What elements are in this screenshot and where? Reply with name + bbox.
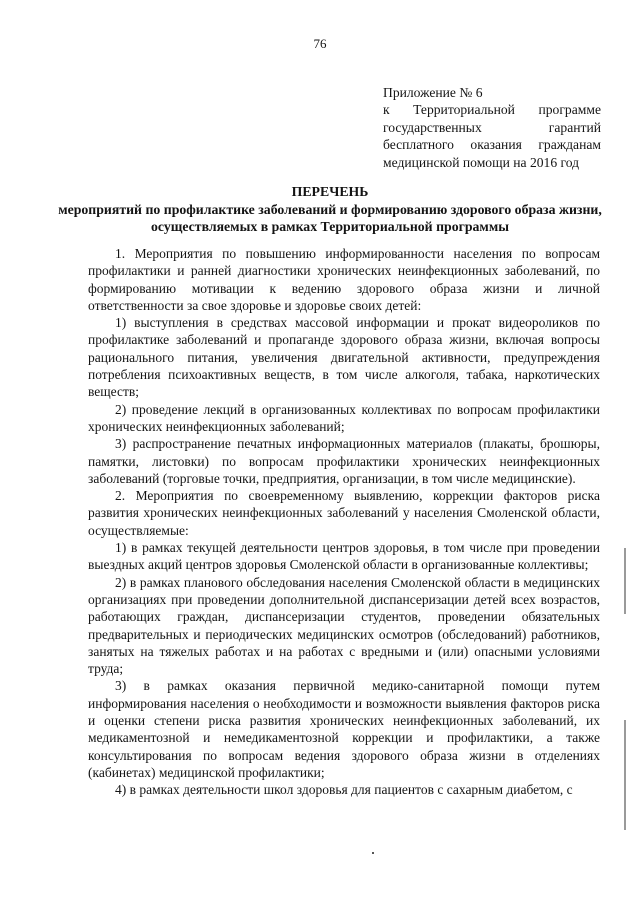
appendix-line: государственных гарантий <box>383 119 601 135</box>
appendix-line: медицинской помощи на 2016 год <box>383 154 580 170</box>
paragraph: 3) распространение печатных информационных материалов (плакаты, брошюры, памятки, листовки) по вопросам профилактики хронических неинфекционных заболеваний (торговые точки, предприятия, организации, в том числе медицинские). <box>88 436 600 486</box>
appendix-line: к Территориальной программе <box>383 102 601 118</box>
paragraph: 1) выступления в средствах массовой информации и прокат видеороликов по профилактике заболеваний и пропаганде здорового образа жизни, включая вопросы рационального питания, увеличения двигательной активности, предупреждения потребления психоактивных веществ, в том числе алкоголя, табака, наркотических веществ; <box>88 315 600 400</box>
document-body <box>88 245 600 799</box>
document-title <box>45 183 615 236</box>
appendix-line: Приложение № 6 <box>383 85 483 100</box>
scan-artifact <box>624 548 626 614</box>
paragraph: 3) в рамках оказания первичной медико-санитарной помощи путем информирования населения о необходимости и возможности выявления факторов риска и оценки степени риска развития хронических неинфекционных заболеваний, их медикаментозной и немедикаментозной коррекции и профилактики, а также консультирования по вопросам ведения здорового образа жизни в отделениях (кабинетах) медицинской профилактики; <box>88 678 600 780</box>
page-number: 76 <box>313 36 327 51</box>
paragraph: 2) в рамках планового обследования населения Смоленской области в медицинских организациях при проведении дополнительной диспансеризации детей всех возрастов, работающих граждан, диспансеризации студентов, проведении обязательных предварительных и периодических медицинских осмотров (обследований) работников, занятых на тяжелых работах и на работах с вредными и (или) опасными условиями труда; <box>88 574 600 677</box>
scan-artifact <box>624 720 626 830</box>
paragraph: 1) в рамках текущей деятельности центров здоровья, в том числе при проведении выездных акций центров здоровья Смоленской области в организованные коллективы; <box>88 540 600 573</box>
paragraph: 2) проведение лекций в организованных коллективах по вопросам профилактики хронических неинфекционных заболеваний; <box>88 401 600 434</box>
paragraph: 1. Мероприятия по повышению информированности населения по вопросам профилактики и ранней диагностики хронических неинфекционных заболеваний, по формированию мотивации к ведению здорового образа жизни и личной ответственности за свое здоровье и здоровье своих детей: <box>88 246 600 313</box>
scan-artifact <box>372 852 374 854</box>
paragraph: 2. Мероприятия по своевременному выявлению, коррекции факторов риска развития хронических неинфекционных заболеваний у населения Смоленской области, осуществляемые: <box>88 488 600 538</box>
title-subtitle: мероприятий по профилактике заболеваний и формированию здорового образа жизни, осуществляемых в рамках Территориальной программы <box>58 201 602 234</box>
title-heading: ПЕРЕЧЕНЬ <box>291 184 369 199</box>
paragraph: 4) в рамках деятельности школ здоровья для пациентов с сахарным диабетом, с <box>115 782 573 798</box>
appendix-line: бесплатного оказания гражданам <box>383 137 601 153</box>
appendix-header <box>383 84 601 171</box>
